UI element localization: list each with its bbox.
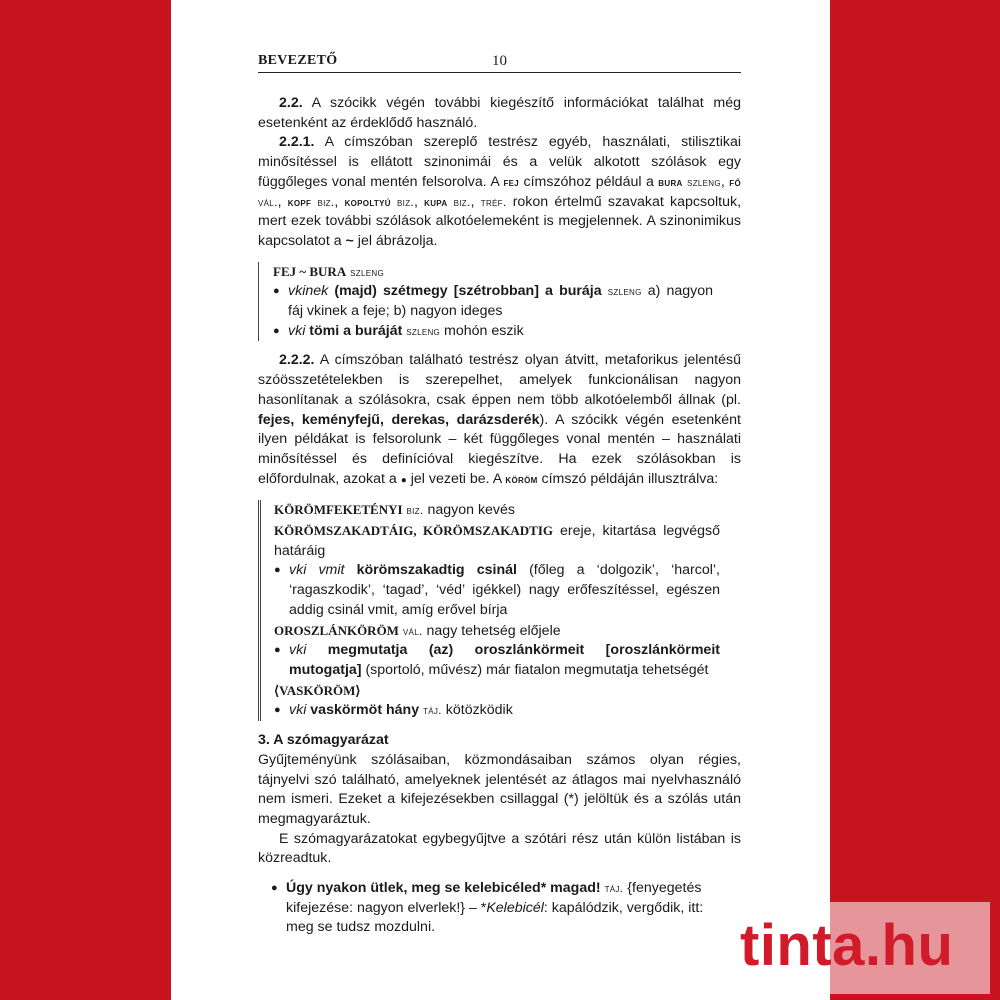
compound-entry: [274, 681, 720, 702]
phrase-entry: [273, 322, 713, 342]
paragraph-2-2: [258, 94, 741, 133]
paragraph-2-2-2: [258, 351, 741, 490]
phrase-entry: [274, 561, 720, 620]
usage-label: vál.: [402, 623, 423, 638]
phrase-entry: [273, 282, 713, 321]
paragraph-text: A szócikk végén további kiegészítő információkat találhat még esetenként az érdeklődő használó.: [258, 95, 741, 131]
compound-entry: [274, 500, 720, 521]
phrase-definition: (főleg a ‘dolgozik’, ‘harcol’, ‘ragaszkodik’, ‘tagad’, ‘véd’ igékkel) nagy erőfeszítéssel, egészen addig csinál vmit, amíg erővel bírja: [289, 562, 720, 618]
usage-label: biz.: [453, 194, 471, 209]
headword-ref: fej: [503, 174, 520, 189]
paragraph-2-2-1: 2.2.1. A címszóban szereplő testrész egyéb, használati, stilisztikai minősítéssel is ellátott szinonimái és a velük alkotott szólások egy függőleges vonal mentén felsorolva. A fej címszóhoz például a bura szleng, fő vál., kopf biz., kopoltyú biz., kupa biz., tréf. rokon értelmű szavakat kapcsoltuk, mert ezek további szólások alkotóelemeként is megjelennek. A szinonimikus kapcsolatot a ~ jel ábrázolja.: [258, 134, 742, 249]
phrase-subject: vki: [289, 702, 307, 719]
phrase-definition: mohón eszik: [440, 322, 524, 339]
usage-label: biz.: [397, 194, 415, 209]
tilde-symbol: ~: [345, 232, 354, 249]
phrase-definition: {fenyegetés kifejezése: nagyon elverlek!} – *: [286, 880, 702, 916]
paragraph-text: ). A szócikk végén esetenként ilyen példákat is felsorolunk – két függőleges vonal mentén – használati minősítéssel és definícióval kiegészítve. Ha ezek szólásokban is előfordulnak, azokat a: [258, 411, 741, 487]
book-page: [171, 0, 830, 1000]
paragraph-text: jel vezeti be. A: [406, 470, 506, 487]
usage-label: táj.: [423, 703, 442, 718]
usage-label: táj.: [604, 881, 624, 896]
watermark-logo: tinta.hu: [740, 913, 954, 978]
entry-heading: [273, 262, 713, 283]
usage-label: biz.: [317, 194, 335, 209]
paragraph-number: 2.2.2.: [279, 352, 315, 369]
headword-ref: kopoltyú: [344, 194, 391, 209]
phrase-definition: : kapálódzik, vergődik, itt: meg se tudsz mozdulni.: [286, 899, 704, 936]
usage-label: vál.: [258, 194, 278, 209]
example-entry: [258, 879, 724, 938]
section-paragraph: Gyűjteményünk szólásaiban, közmondásaiban számos olyan régies, tájnyelvi szó található, amelyeknek jelentését az átlagos mai nyelvhasználó nem ismeri. Ezeket a kifejezésekben csillaggal (*) jelöltük és a szólás után megmagyaráztuk.: [258, 751, 741, 827]
compound-definition: nagyon kevés: [423, 502, 516, 519]
headword-ref: köröm: [505, 471, 538, 486]
example-block-korom: [258, 500, 720, 721]
paragraph-text: rokon értelmű szavakat kapcsoltuk, mert ezek további szólások alkotóelemeként is megjelennek. A szinonimikus kapcsolatot a: [258, 193, 742, 249]
headword-ref: bura: [658, 174, 683, 189]
section-heading: 3. A szómagyarázat: [258, 732, 389, 749]
compound-definition: nagy tehetség előjele: [422, 622, 561, 639]
headword-ref: kupa: [424, 194, 448, 209]
phrase-definition: kötözködik: [441, 702, 513, 719]
phrase-subject: vki: [289, 642, 307, 659]
usage-label: szleng: [350, 264, 384, 279]
phrase-subject: vki vmit: [289, 562, 345, 579]
usage-label: szleng: [687, 174, 721, 189]
page-number: 10: [492, 53, 507, 69]
section-paragraph: E szómagyarázatokat egybegyűjtve a szótári rész után külön listában is közreadtuk.: [258, 830, 741, 867]
paragraph-text: A címszóban szereplő testrész egyéb, használati, stilisztikai minősítéssel is ellátott szinonimái és a velük alkotott szólások egy függőleges vonal mentén felsorolva. A: [258, 134, 741, 190]
phrase-entry: [274, 701, 720, 721]
phrase-definition: a) nagyon fáj vkinek a feje; b) nagyon ideges: [288, 283, 713, 320]
compound-headword: OROSZLÁNKÖRÖM: [274, 622, 399, 638]
running-head: [258, 52, 741, 73]
bullet-icon: ●: [273, 285, 280, 298]
phrase-text: vaskörmöt hány: [306, 702, 420, 719]
paragraph-text: címszóhoz például a: [519, 173, 659, 190]
compound-entry: [274, 621, 720, 642]
bullet-icon: ●: [274, 704, 281, 717]
paragraph-number: 2.2.1.: [279, 134, 315, 151]
example-block-fej: [258, 262, 713, 342]
compound-headword: ⟨VASKÖRÖM⟩: [274, 682, 361, 698]
usage-label: szleng: [607, 284, 642, 299]
phrase-subject: vki: [288, 322, 306, 339]
usage-label: tréf.: [480, 194, 507, 209]
paragraph-text: címszó példáján illusztrálva:: [537, 470, 719, 487]
phrase-entry: [274, 641, 720, 680]
compound-entry: [274, 521, 720, 561]
entry-headword: FEJ ~ BURA: [273, 263, 347, 279]
bullet-icon: ●: [273, 324, 280, 337]
phrase-text: megmutatja (az) oroszlánkörmeit [oroszlánkörmeit mutogatja]: [289, 642, 720, 678]
example-words: fejes, keményfejű, derekas, darázsderék: [258, 411, 540, 428]
headword-ref: kopf: [287, 194, 312, 209]
phrase-text: (majd) szétmegy [szétrobban] a burája: [328, 283, 602, 300]
compound-headword: KÖRÖMSZAKADTÁIG, KÖRÖMSZAKADTIG: [274, 523, 553, 539]
bullet-icon: ●: [271, 882, 278, 895]
paragraph-number: 2.2.: [279, 95, 303, 111]
page-body: [258, 94, 741, 938]
usage-label: biz.: [406, 503, 424, 518]
glossed-term: Kelebicél: [486, 899, 544, 916]
usage-label: szleng: [406, 323, 441, 338]
phrase-definition: (sportoló, művész) már fiatalon megmutatja tehetségét: [361, 661, 709, 678]
headword-ref: fő: [729, 174, 741, 189]
phrase-text: körömszakadtig csinál: [344, 562, 517, 579]
bullet-icon: ●: [400, 474, 407, 486]
phrase-text: Úgy nyakon ütlek, meg se kelebicéled* magad!: [286, 880, 601, 897]
paragraph-text: jel ábrázolja.: [353, 232, 438, 249]
phrase-text: tömi a buráját: [305, 322, 403, 339]
paragraph-text: A címszóban található testrész olyan átvitt, metaforikus jelentésű szóösszetételekben is szerepelhet, amelyek funkcionálisan nagyon hasonlítanak a szólásokra, csak éppen nem több alkotóelemből állnak (pl.: [258, 352, 741, 408]
phrase-subject: vkinek: [288, 283, 329, 300]
compound-headword: KÖRÖMFEKETÉNYI: [274, 502, 403, 518]
section-title: BEVEZETŐ: [258, 53, 338, 68]
bullet-icon: ●: [274, 564, 281, 577]
compound-definition: ereje, kitartása legvégső határáig: [274, 523, 720, 559]
bullet-icon: ●: [274, 644, 281, 657]
